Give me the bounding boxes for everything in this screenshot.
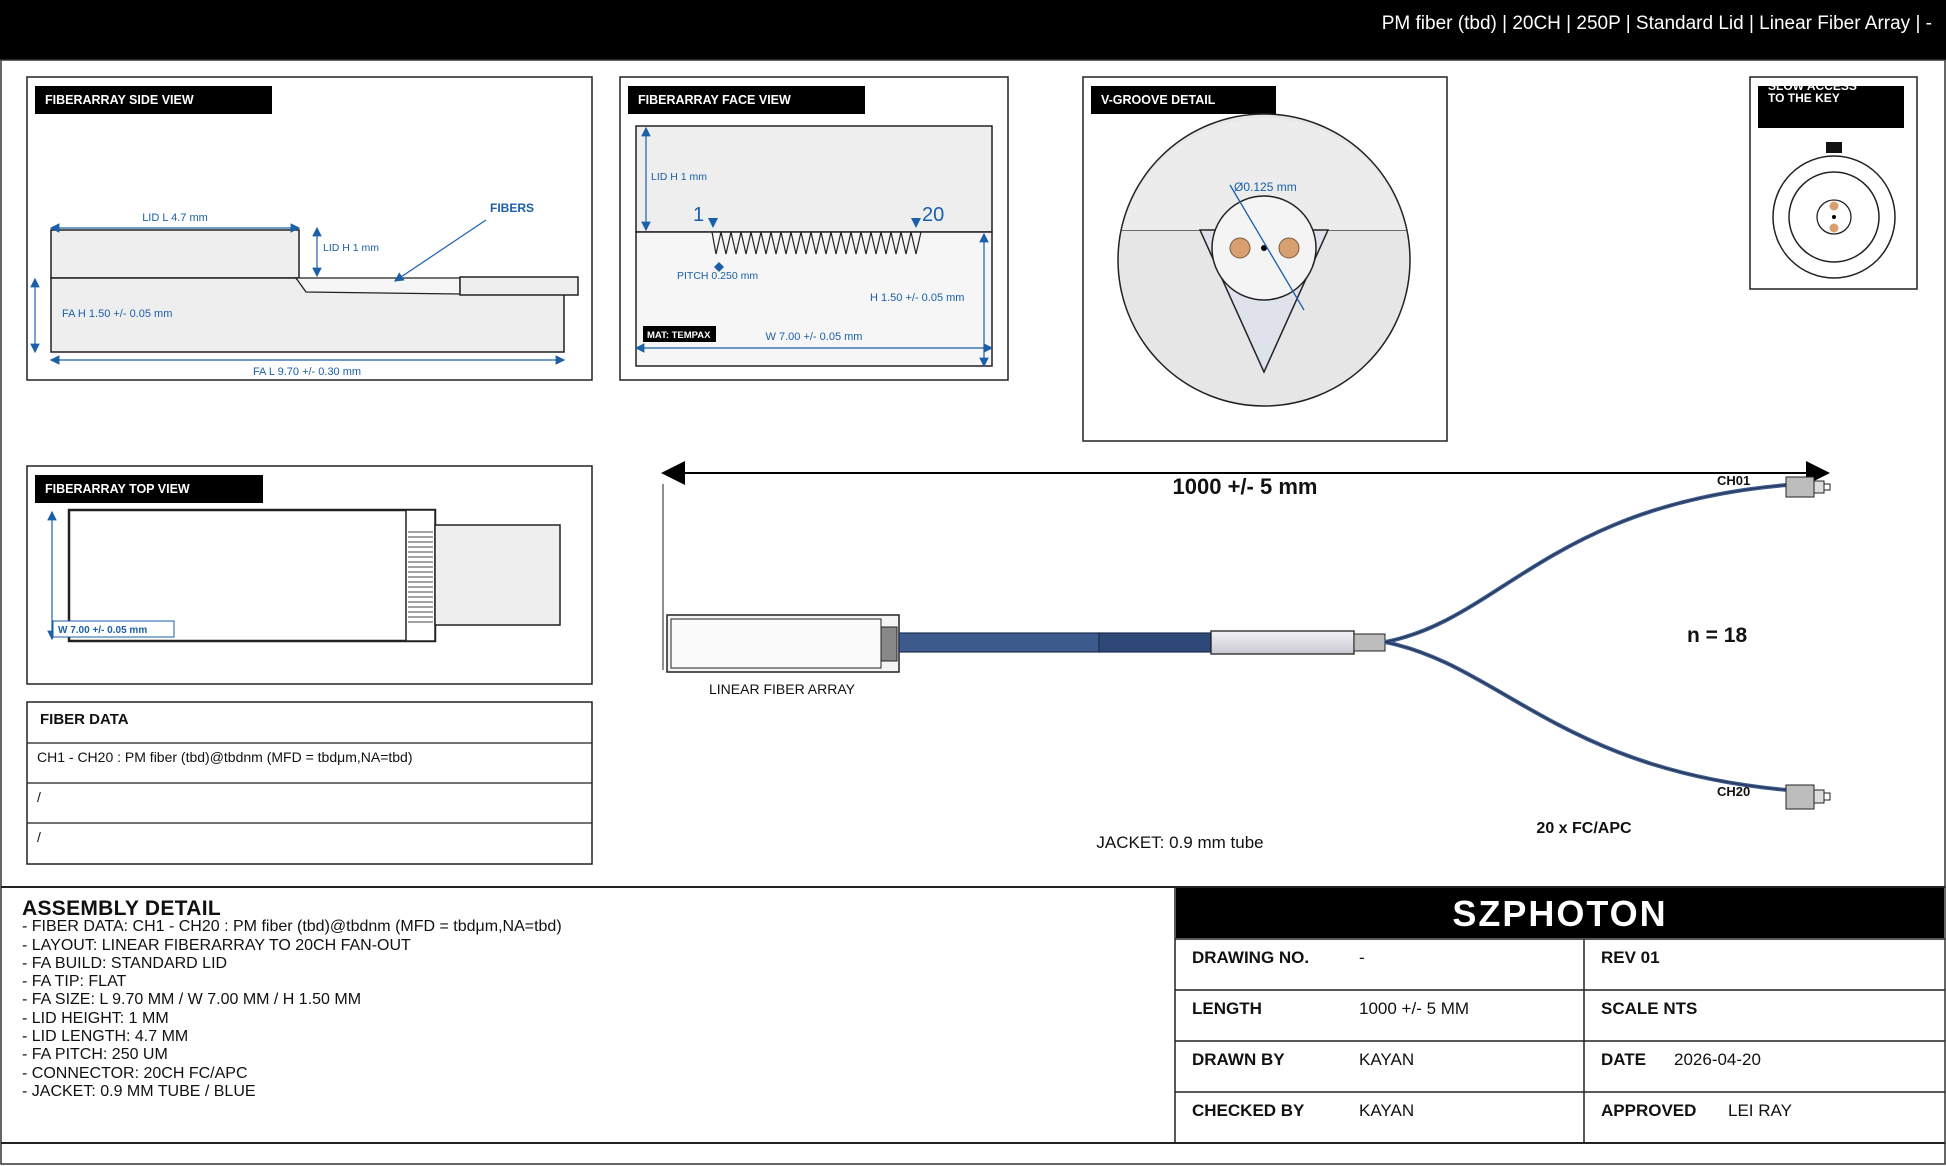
ch20-label: CH20 (1717, 784, 1751, 799)
assembly-line: - FA TIP: FLAT (22, 973, 127, 991)
date-label: DATE (1601, 1050, 1647, 1069)
rev-label: REV 01 (1601, 948, 1660, 967)
fibers-label: FIBERS (490, 201, 535, 215)
last-channel-label: 20 (922, 204, 945, 226)
assembly-line: - LID HEIGHT: 1 MM (22, 1009, 169, 1027)
vgroove-panel (1083, 77, 1447, 441)
company-name: SZPHOTON (1176, 888, 1944, 938)
assembly-drawing (663, 473, 1830, 852)
face-width-dim: W 7.00 +/- 0.05 mm (765, 331, 863, 343)
ch01-label: CH01 (1717, 473, 1751, 488)
assembly-line: - LID LENGTH: 4.7 MM (22, 1028, 189, 1046)
face-view-title: FIBERARRAY FACE VIEW (638, 93, 791, 107)
assembly-line: - LAYOUT: LINEAR FIBERARRAY TO 20CH FAN-OUT (22, 936, 411, 954)
face-height-dim: H 1.50 +/- 0.05 mm (870, 292, 965, 304)
key-title-line2: TO THE KEY (1768, 91, 1840, 105)
fa-length-dim: FA L 9.70 +/- 0.30 mm (252, 366, 362, 378)
assembly-line: - FA SIZE: L 9.70 MM / W 7.00 MM / H 1.50 MM (22, 991, 362, 1009)
first-channel-label: 1 (693, 204, 705, 226)
assembly-detail (22, 897, 1172, 1101)
connector-ch20 (1786, 785, 1830, 809)
checked-by-label: CHECKED BY (1192, 1101, 1305, 1120)
checked-by-value: KAYAN (1359, 1101, 1415, 1120)
length-value: 1000 +/- 5 MM (1359, 999, 1470, 1018)
fa-height-dim: FA H 1.50 +/- 0.05 mm (62, 308, 173, 320)
date-value: 2026-04-20 (1674, 1050, 1761, 1069)
material-label: MAT: TEMPAX (647, 330, 711, 341)
assembly-detail-title: ASSEMBLY DETAIL (22, 897, 221, 920)
face-view-panel (620, 77, 1008, 380)
fiber-data-row: / (37, 829, 41, 845)
lid-height-dim: LID H 1 mm (323, 242, 380, 254)
fiber-data-row: CH1 - CH20 : PM fiber (tbd)@tbdnm (MFD = tbdμm,NA=tbd) (37, 749, 413, 765)
scale-label: SCALE NTS (1601, 999, 1698, 1018)
top-width-dim: W 7.00 +/- 0.05 mm (58, 625, 148, 636)
assembly-line: - FIBER DATA: CH1 - CH20 : PM fiber (tbd)@tbdnm (MFD = tbdμm,NA=tbd) (22, 918, 562, 936)
assembly-line: - FA PITCH: 250 UM (22, 1046, 168, 1064)
assembly-line: - CONNECTOR: 20CH FC/APC (22, 1064, 248, 1082)
assembly-line: - FA BUILD: STANDARD LID (22, 954, 228, 972)
jacket-label: JACKET: 0.9 mm tube (1096, 833, 1264, 852)
fiber-data-title: FIBER DATA (40, 711, 129, 728)
array-label: LINEAR FIBER ARRAY (708, 681, 856, 697)
drawing-title: PM fiber (tbd) | 20CH | 250P | Standard Lid | Linear Fiber Array | - (1381, 13, 1932, 34)
side-view-panel (27, 77, 592, 380)
drawn-by-label: DRAWN BY (1192, 1050, 1285, 1069)
side-view-title: FIBERARRAY SIDE VIEW (45, 93, 194, 107)
vgroove-title: V-GROOVE DETAIL (1101, 93, 1216, 107)
connectors-label: 20 x FC/APC (1536, 820, 1632, 837)
approved-label: APPROVED (1601, 1101, 1697, 1120)
fiber-data-table (27, 702, 592, 864)
drawing-no-value: - (1359, 948, 1365, 967)
key-title-line1: SLOW ACCESS (1768, 79, 1857, 93)
length-label: LENGTH (1192, 999, 1262, 1018)
fiber-data-row: / (37, 789, 41, 805)
fiber-diameter-dim: Ø0.125 mm (1234, 180, 1297, 194)
length-dim: 1000 +/- 5 mm (1172, 474, 1318, 499)
drawn-by-value: KAYAN (1359, 1050, 1415, 1069)
face-lid-height-dim: LID H 1 mm (651, 171, 708, 183)
approved-value: LEI RAY (1728, 1101, 1792, 1120)
pitch-dim: PITCH 0.250 mm (677, 270, 759, 282)
assembly-line: - JACKET: 0.9 MM TUBE / BLUE (22, 1082, 256, 1100)
top-view-panel (27, 466, 592, 684)
connector-ch01 (1786, 477, 1830, 497)
fiber-count-label: n = 18 (1687, 624, 1748, 647)
key-panel (1750, 77, 1917, 289)
top-view-title: FIBERARRAY TOP VIEW (45, 482, 190, 496)
lid-length-dim: LID L 4.7 mm (142, 212, 208, 224)
drawing-no-label: DRAWING NO. (1192, 948, 1310, 967)
